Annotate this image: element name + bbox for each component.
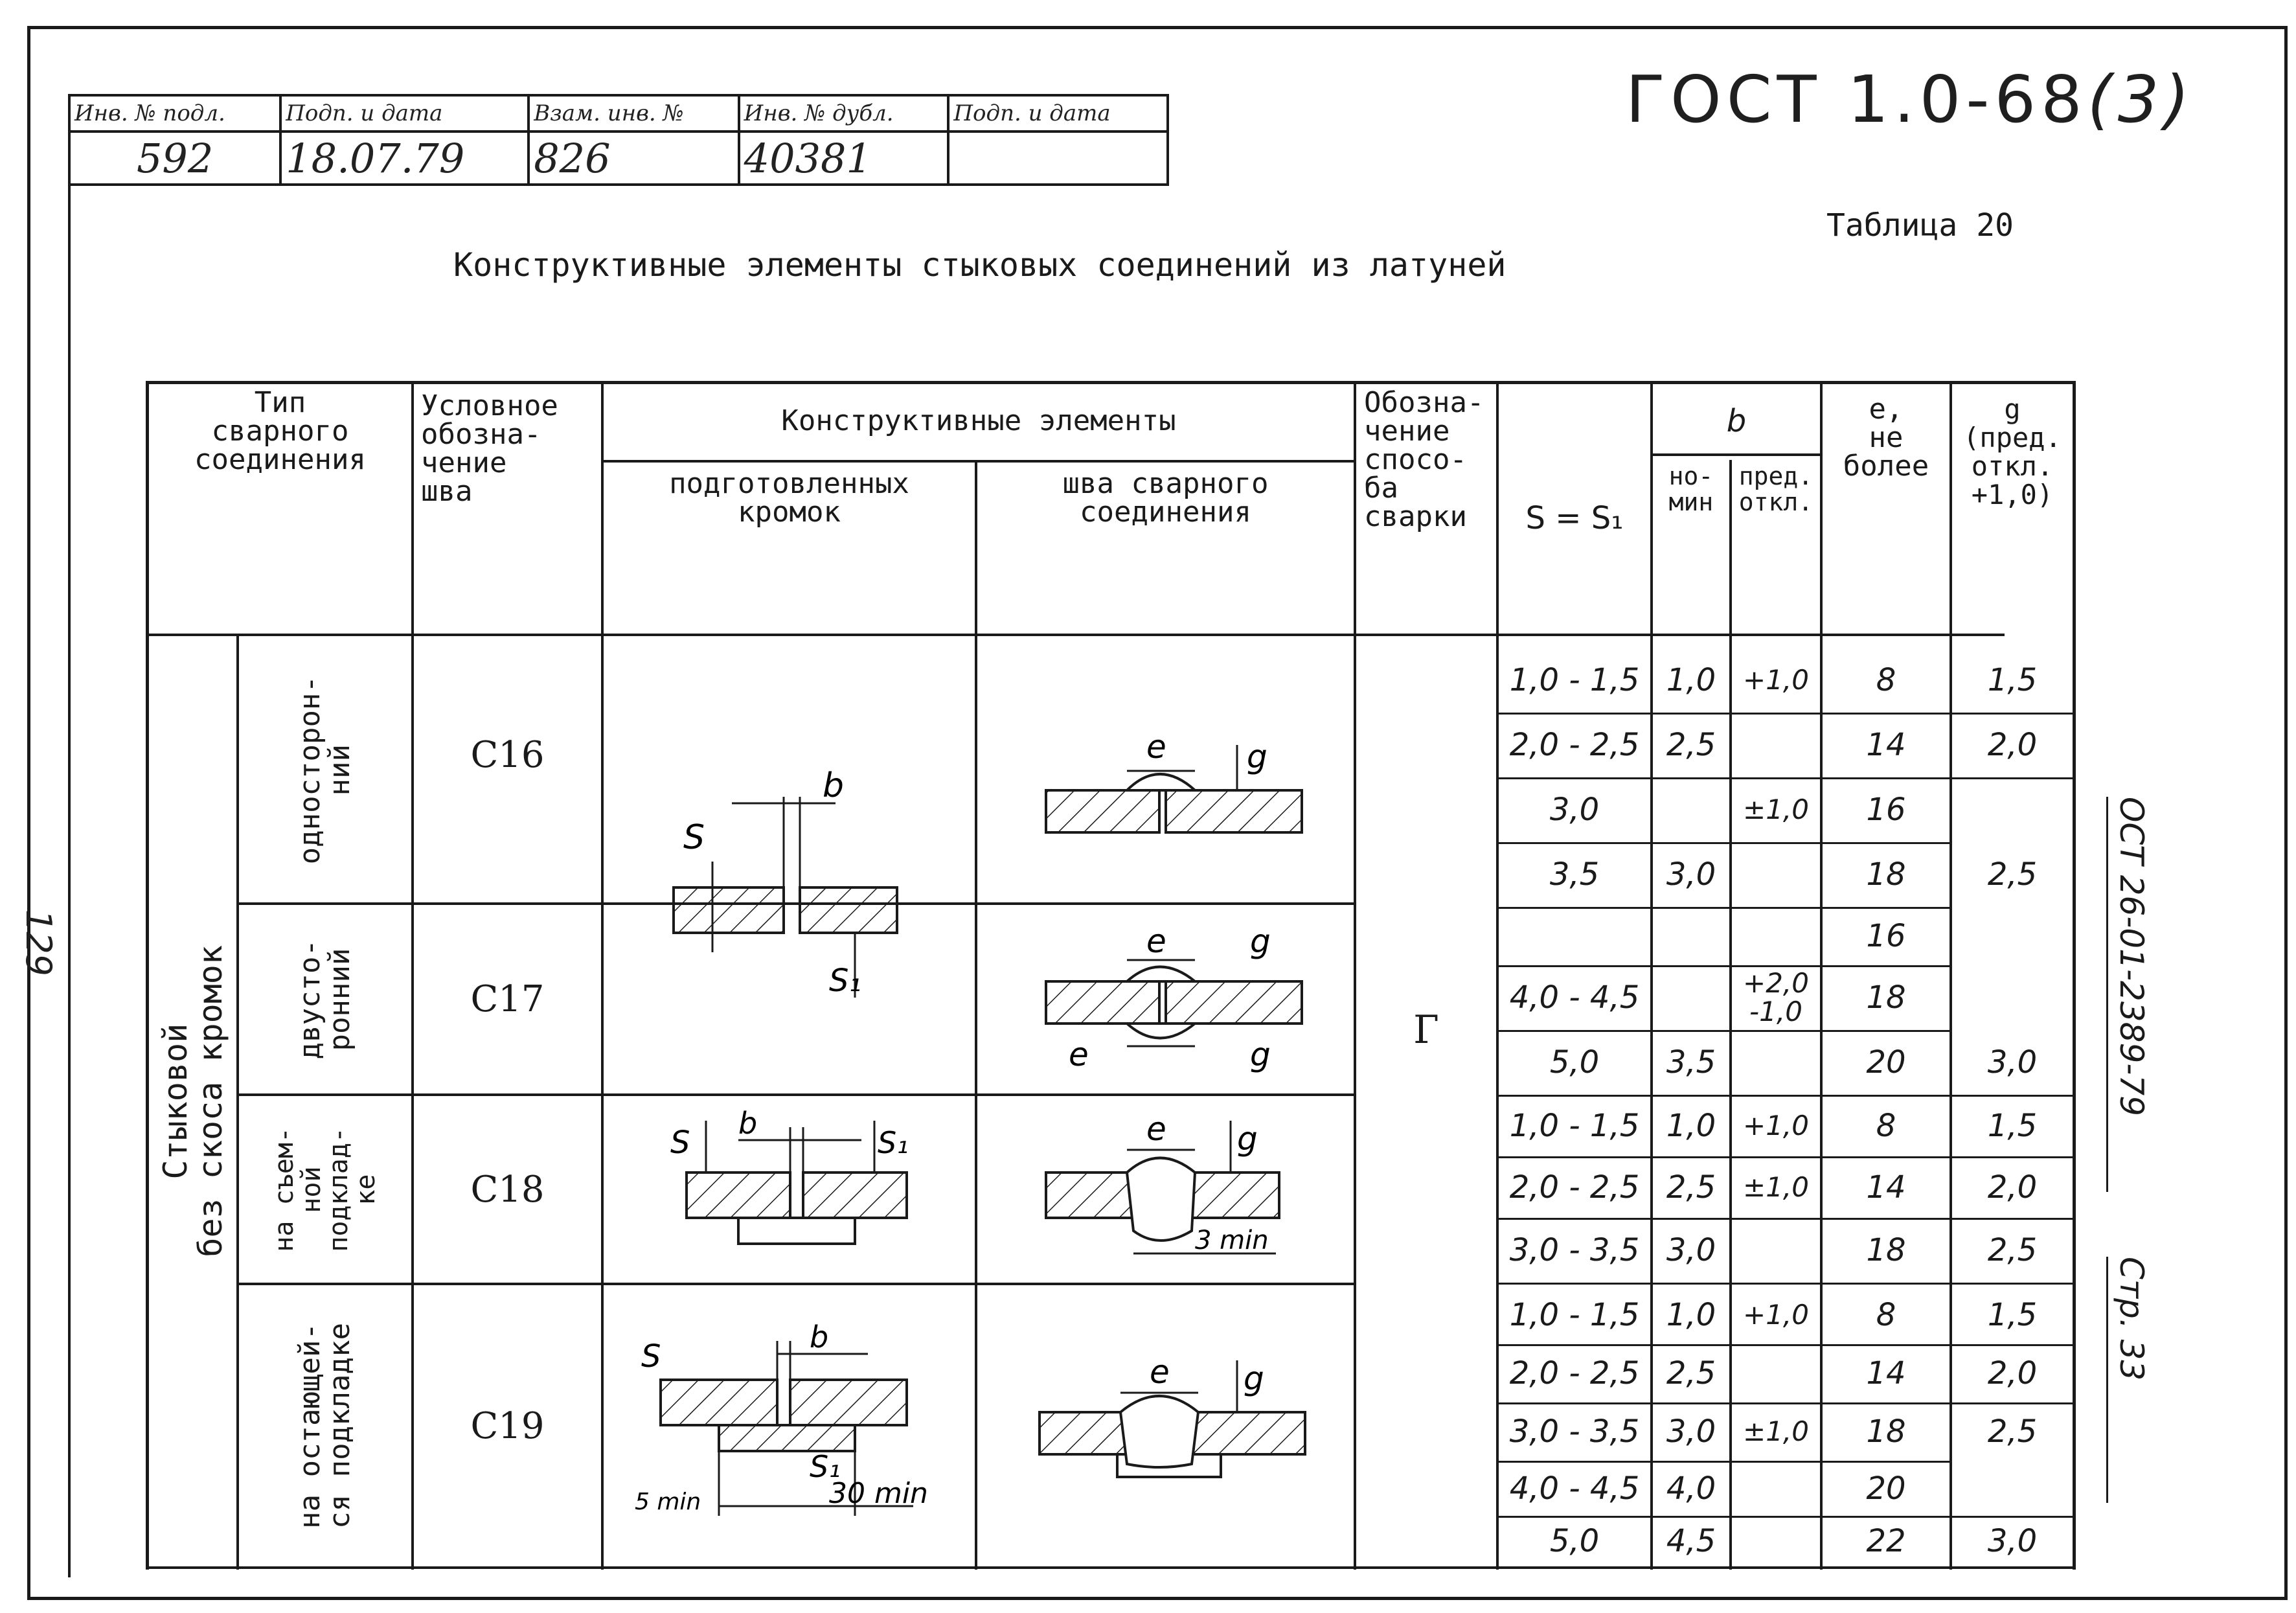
designation-code: С19 (470, 1404, 545, 1447)
row-s-value: 3,5 (1549, 856, 1600, 893)
row-e-value: 18 (1866, 1232, 1906, 1268)
label-3min: 3 min (1195, 1226, 1269, 1255)
row-g-value: 1,5 (1987, 662, 2038, 698)
row-e-value: 8 (1876, 1107, 1896, 1144)
table-label: Таблица 20 (1826, 207, 2014, 244)
stamp-value: 18.07.79 (280, 132, 529, 185)
row-b-value: 3,5 (1666, 1044, 1716, 1081)
row-g-value: 1,5 (1987, 1297, 2038, 1333)
row-g-value: 2,5 (1987, 1413, 2038, 1450)
header-type: Тип сварного соединения (194, 386, 366, 476)
label-g: g (1237, 1120, 1258, 1158)
header-prepared: подготовленных кромок (669, 467, 909, 529)
designation-code: С16 (470, 733, 545, 776)
label-e: e (1146, 922, 1166, 960)
row-s-value: 4,0 - 4,5 (1509, 979, 1640, 1016)
label-5min: 5 min (635, 1489, 701, 1515)
label-s1: S₁ (878, 1125, 909, 1160)
row-g-value: 2,0 (1987, 1169, 2038, 1206)
row-e-value: 8 (1876, 662, 1896, 698)
ost-underline (2106, 797, 2108, 1192)
row-g-value: 3,0 (1987, 1523, 2038, 1559)
sketch-weld-c17 (1030, 920, 1328, 1082)
label-e: e (1069, 1036, 1089, 1073)
type-main-cell (149, 638, 236, 1564)
row-e-value: 14 (1866, 727, 1906, 763)
stamp-header: Инв. № дубл. (739, 95, 949, 132)
data-row-line (1496, 1283, 1949, 1285)
label-g: g (1244, 1360, 1264, 1397)
row-b-value: 1,0 (1666, 1297, 1716, 1333)
label-e: e (1146, 1110, 1166, 1148)
type-sub-cell (239, 905, 411, 1093)
row-g-value: 3,0 (1987, 1044, 2038, 1081)
row-g-value: 2,0 (1987, 1355, 2038, 1391)
inner-frame-left (68, 185, 71, 1577)
header-sub-line (1652, 453, 1821, 456)
type-sub-label: односторон- ний (293, 676, 356, 865)
header-sub-line (602, 460, 1354, 463)
sketch-prepared-c19 (615, 1309, 952, 1555)
row-e-value: 22 (1866, 1523, 1906, 1559)
row-dev-value: ±1,0 (1743, 794, 1809, 825)
row-e-value: 20 (1866, 1044, 1906, 1081)
label-s1: S₁ (810, 1449, 841, 1484)
header-bottom (146, 634, 2005, 636)
sketch-weld-c16 (1030, 706, 1328, 855)
stamp-header: Подп. и дата (948, 95, 1168, 132)
row-e-value: 16 (1866, 792, 1906, 828)
label-s: S (641, 1338, 661, 1375)
row-b-value: 3,0 (1666, 1232, 1716, 1268)
label-g: g (1250, 922, 1271, 960)
row-e-value: 18 (1866, 1413, 1906, 1450)
row-b-value: 2,5 (1666, 1169, 1716, 1206)
row-s-value: 4,0 - 4,5 (1509, 1470, 1640, 1507)
stamp-header: Инв. № подл. (69, 95, 280, 132)
row-s-value: 1,0 - 1,5 (1509, 1107, 1640, 1144)
row-dev-value: +2,0 -1,0 (1743, 967, 1809, 1027)
sketch-weld-c19 (1030, 1334, 1328, 1490)
sketch-weld-c18 (1030, 1101, 1328, 1276)
designation-code: С17 (470, 978, 545, 1020)
page-reference: Стр. 33 (2113, 1257, 2150, 1381)
row-s-value: 2,0 - 2,5 (1509, 1169, 1640, 1206)
header-b-dev: пред. откл. (1738, 462, 1813, 516)
type-main-label: Стыковой без скоса кромок (156, 945, 229, 1257)
type-sub-cell (239, 1096, 411, 1283)
header-elements: Конструктивные элементы (781, 404, 1176, 437)
g-row-line (1949, 777, 2073, 779)
row-e-value: 14 (1866, 1169, 1906, 1206)
row-dev-value: +1,0 (1743, 664, 1809, 696)
label-g: g (1247, 738, 1267, 775)
standard-number (1626, 62, 2194, 137)
row-dev-value: ±1,0 (1743, 1171, 1809, 1203)
row-s-value: 3,0 - 3,5 (1509, 1232, 1640, 1268)
row-g-value: 1,5 (1987, 1107, 2038, 1144)
type-sub-label: двусто- ронний (293, 939, 356, 1060)
stamp-value: 40381 (739, 132, 949, 185)
header-method: Обозна- чение спосо- ба сварки (1364, 386, 1484, 533)
row-e-value: 16 (1866, 918, 1906, 954)
row-e-value: 20 (1866, 1470, 1906, 1507)
type-sub-cell (239, 1285, 411, 1566)
page-underline (2106, 1257, 2108, 1503)
row-s-value: 3,0 (1549, 792, 1600, 828)
header-b: b (1726, 403, 1747, 439)
welding-method: Г (1413, 1007, 1439, 1053)
label-s: S (683, 818, 705, 857)
row-g-value: 2,5 (1987, 856, 2038, 893)
row-s-value: 2,0 - 2,5 (1509, 1355, 1640, 1391)
row-b-value: 4,0 (1666, 1470, 1716, 1507)
plate-left (674, 887, 784, 933)
row-s-value: 2,0 - 2,5 (1509, 727, 1640, 763)
header-weld: шва сварного соединения (1062, 467, 1269, 529)
row-dev-value: +1,0 (1743, 1109, 1809, 1141)
row-s-value: 1,0 - 1,5 (1509, 1297, 1640, 1333)
row-b-value: 2,5 (1666, 1355, 1716, 1391)
stamp-value (948, 132, 1168, 185)
header-b-nom: но- мин (1668, 462, 1714, 516)
table-bottom (146, 1566, 2076, 1569)
label-b: b (810, 1320, 829, 1355)
label-e: e (1146, 728, 1166, 766)
stamp-value: 826 (529, 132, 738, 185)
standard-code: ГОСТ 1.0-68 (1626, 62, 2087, 137)
stamp-header-row (69, 95, 1168, 132)
col-line (975, 460, 977, 1570)
stamp-header: Взам. инв. № (529, 95, 738, 132)
row-b-value: 3,0 (1666, 1413, 1716, 1450)
row-b-value: 4,5 (1666, 1523, 1716, 1559)
stamp-table (68, 94, 1169, 186)
designation-code: С18 (470, 1168, 545, 1211)
label-g: g (1250, 1036, 1271, 1073)
row-g-value: 2,5 (1987, 1232, 2038, 1268)
ost-reference: ОСТ 26-01-2389-79 (2113, 797, 2150, 1116)
row-g-value: 2,0 (1987, 727, 2038, 763)
type-sub-label: на съем- ной подклад- ке (269, 1127, 381, 1252)
header-e: e, не более (1843, 393, 1929, 483)
label-30min: 30 min (829, 1477, 928, 1510)
weld-split-line (975, 902, 1354, 905)
sketch-prepared-c16 (622, 758, 959, 1017)
type-sub-cell (239, 638, 411, 902)
label-s1: S₁ (829, 963, 861, 999)
plate-right (800, 887, 897, 933)
table-top (146, 381, 2076, 384)
label-s: S (670, 1125, 690, 1161)
stamp-value: 592 (69, 132, 280, 185)
left-margin-number: 129 (18, 909, 60, 976)
page-title: Конструктивные элементы стыковых соединений из латуней (453, 246, 1506, 284)
g-row-line (1949, 1283, 2073, 1285)
row-dev-value: +1,0 (1743, 1299, 1809, 1331)
row-b-value: 2,5 (1666, 727, 1716, 763)
header-designation: Условное обозна- чение шва (421, 389, 558, 508)
row-s-value: 5,0 (1549, 1523, 1600, 1559)
row-s-value: 3,0 - 3,5 (1509, 1413, 1640, 1450)
sketch-prepared-c18 (641, 1101, 939, 1270)
stamp-header: Подп. и дата (280, 95, 529, 132)
type-sub-label: на остающей- ся подкладке (293, 1323, 356, 1529)
header-g: g (пред. откл. +1,0) (1963, 393, 2062, 510)
table-right (2073, 381, 2076, 1570)
row-b-value: 3,0 (1666, 856, 1716, 893)
stamp-value-row (69, 132, 1168, 185)
label-b: b (823, 766, 845, 805)
row-b-value: 1,0 (1666, 1107, 1716, 1144)
header-s: S = S₁ (1525, 500, 1624, 536)
label-e: e (1150, 1353, 1170, 1391)
standard-edition: (3) (2087, 62, 2195, 137)
row-dev-value: ±1,0 (1743, 1415, 1809, 1447)
row-e-value: 18 (1866, 856, 1906, 893)
row-s-value: 1,0 - 1,5 (1509, 662, 1640, 698)
label-b: b (738, 1106, 758, 1141)
row-e-value: 8 (1876, 1297, 1896, 1333)
col-line (601, 381, 604, 1570)
row-e-value: 18 (1866, 979, 1906, 1016)
row-s-value: 5,0 (1549, 1044, 1600, 1081)
row-e-value: 14 (1866, 1355, 1906, 1391)
row-b-value: 1,0 (1666, 662, 1716, 698)
